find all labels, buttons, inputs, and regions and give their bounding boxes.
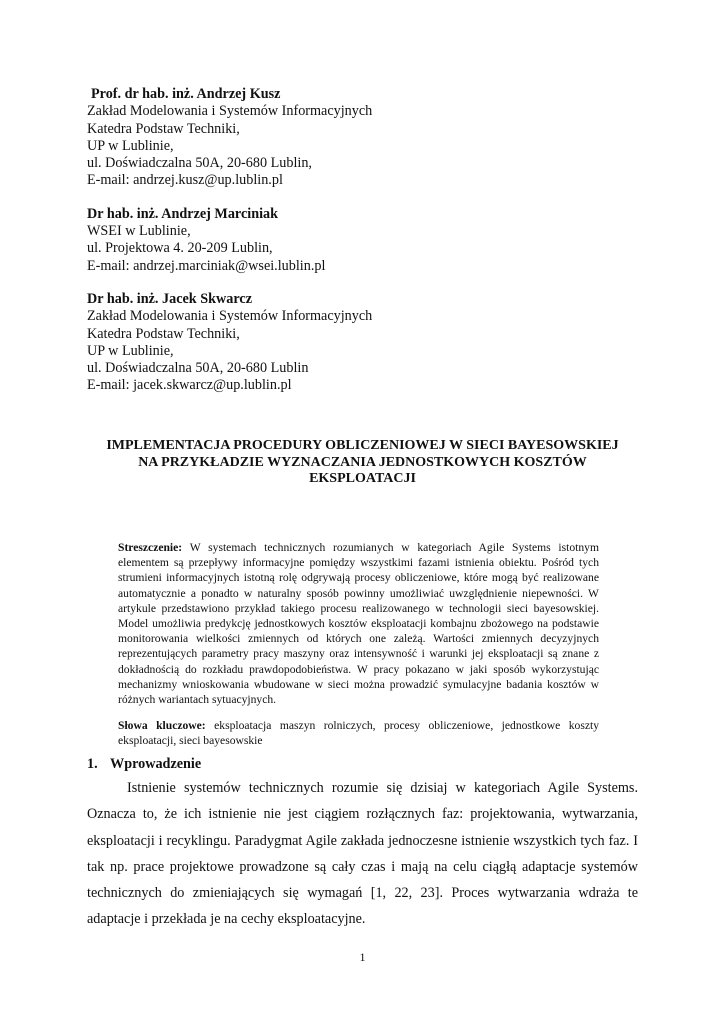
section-title: Wprowadzenie	[110, 756, 202, 772]
affiliation-line: Katedra Podstaw Techniki,	[87, 325, 240, 342]
abstract-block	[118, 540, 599, 749]
email-line: E-mail: jacek.skwarcz@up.lublin.pl	[87, 377, 292, 394]
author-name: Prof. dr hab. inż. Andrzej Kusz	[91, 86, 281, 102]
section-heading	[87, 756, 201, 773]
affiliation-line: Katedra Podstaw Techniki,	[87, 120, 240, 137]
affiliation-line: UP w Lublinie,	[87, 342, 174, 359]
email-line: E-mail: andrzej.marciniak@wsei.lublin.pl	[87, 257, 326, 274]
author-block-skwarcz	[87, 291, 647, 395]
section-number: 1.	[87, 756, 98, 772]
page-number: 1	[359, 950, 366, 964]
author-name: Dr hab. inż. Jacek Skwarcz	[87, 290, 252, 307]
affiliation-line: Zakład Modelowania i Systemów Informacyjnych	[87, 308, 373, 325]
title-line: IMPLEMENTACJA PROCEDURY OBLICZENIOWEJ W SIECI BAYESOWSKIEJ	[106, 438, 619, 453]
author-list	[87, 86, 647, 411]
email-line: E-mail: andrzej.kusz@up.lublin.pl	[87, 172, 283, 189]
author-block-kusz	[87, 86, 647, 190]
keywords-label: Słowa kluczowe:	[118, 719, 206, 733]
title-line: NA PRZYKŁADZIE WYZNACZANIA JEDNOSTKOWYCH KOSZTÓW	[138, 454, 587, 470]
address-line: ul. Doświadczalna 50A, 20-680 Lublin	[87, 360, 309, 377]
affiliation-line: WSEI w Lublinie,	[87, 223, 191, 240]
body-text	[87, 775, 638, 933]
abstract-text: W systemach technicznych rozumianych w kategoriach Agile Systems istotnym elementem są przepływy informacyjne pomiędzy wszystkimi fazami istnienia obiektu. Pośród tych strumieni informacyjnych istotną rolę odgrywają procesy obliczeniowe, które mogą być realizowane automatycznie a ponadto w naturalny sposób powinny umożliwiać uwzględnienie niepewności. W artykule przedstawiono przykład takiego procesu realizowanego w technologii sieci bayesowskiej. Model umożliwia predykcję jednostkowych kosztów eksploatacji kombajnu zbożowego na podstawie monitorowania wielkości zmiennych od których one zależą. Wartości zmiennych decyzyjnych reprezentujących parametry pracy maszyny oraz intensywność i warunki jej eksploatacji są znane z dokładnością do rozkładu prawdopodobieństwa. W pracy pokazano w jaki sposób wykorzystując mechanizmy wnioskowania wbudowane w sieci można prowadzić symulacyjne badania kosztów w różnych wariantach sytuacyjnych.	[118, 541, 599, 707]
affiliation-line: Zakład Modelowania i Systemów Informacyjnych	[87, 103, 373, 120]
abstract-label: Streszczenie:	[118, 541, 183, 554]
author-name: Dr hab. inż. Andrzej Marciniak	[87, 205, 279, 222]
address-line: ul. Projektowa 4. 20-209 Lublin,	[87, 240, 273, 257]
abstract	[118, 540, 599, 707]
author-block-marciniak	[87, 206, 647, 275]
paragraph: Istnienie systemów technicznych rozumie się dzisiaj w kategoriach Agile Systems. Oznacza to, że ich istnienie nie jest ciągiem rozłącznych faz: projektowania, wytwarzania, eksploatacji i recyklingu. Paradygmat Agile zakłada jednoczesne istnienie wszystkich tych faz. I tak np. prace projektowe prowadzone są cały czas i mają na celu ciągłą adaptacje systemów technicznych do zmieniających się wymagań [1, 22, 23]. Proces wytwarzania wdraża te adaptacje i przekłada je na cechy eksploatacyjne.	[87, 780, 638, 928]
title-line: EKSPLOATACJI	[309, 471, 416, 486]
paper-title	[60, 438, 665, 488]
keywords-text: eksploatacja maszyn rolniczych, procesy obliczeniowe, jednostkowe koszty eksploatacji, sieci bayesowskie	[118, 719, 599, 748]
address-line: ul. Doświadczalna 50A, 20-680 Lublin,	[87, 155, 312, 172]
affiliation-line: UP w Lublinie,	[87, 137, 174, 154]
keywords	[118, 718, 599, 748]
